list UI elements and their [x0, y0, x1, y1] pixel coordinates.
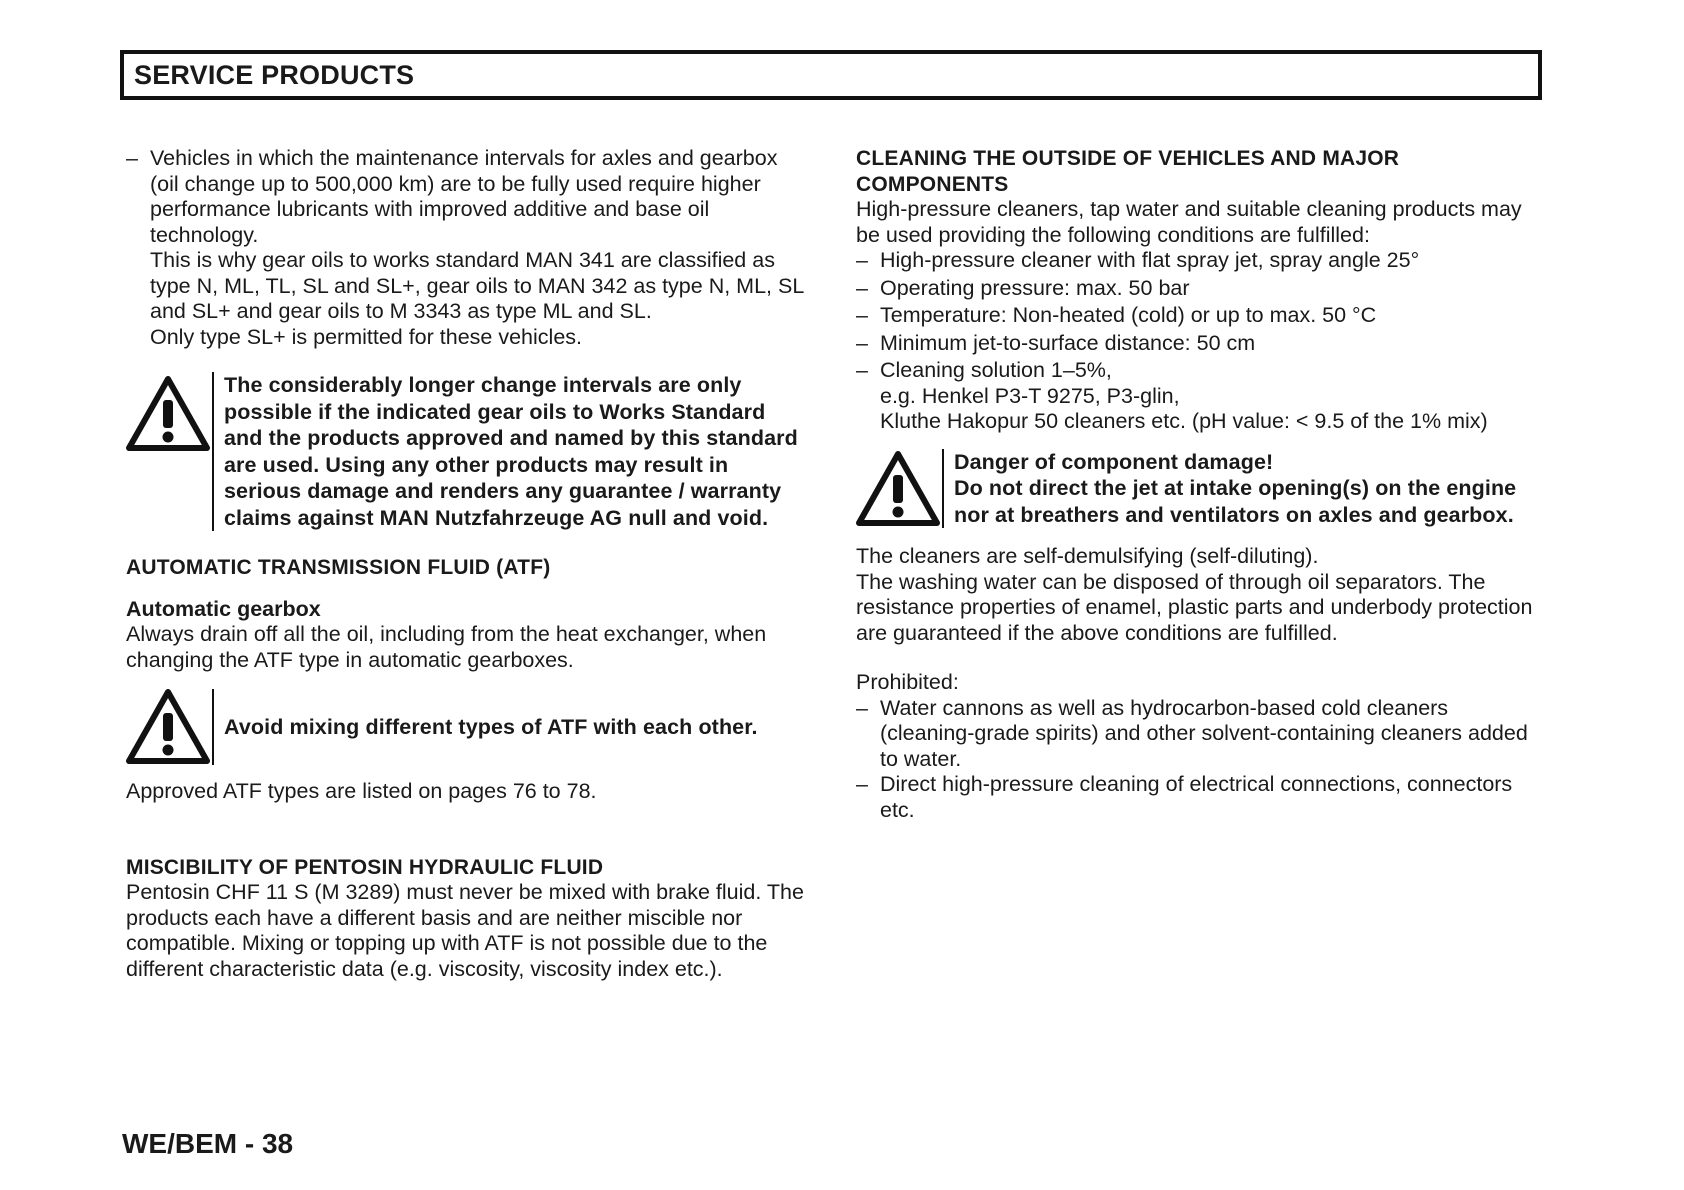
conditions-list — [856, 248, 1536, 435]
warning-triangle-icon — [126, 372, 212, 531]
list-item: – Minimum jet-to-surface distance: 50 cm — [856, 331, 1536, 357]
solution-line-3: Kluthe Hakopur 50 cleaners etc. (pH value: < 9.5 of the 1% mix) — [880, 409, 1488, 433]
after-text-1: The cleaners are self-demulsifying (self-diluting). — [856, 544, 1319, 568]
warning-block-atf — [126, 689, 806, 765]
cleaning-intro: High-pressure cleaners, tap water and suitable cleaning products may be used providing the following conditions are fulfilled: — [856, 197, 1522, 247]
warning-text — [942, 449, 1536, 529]
warning-text: The considerably longer change intervals are only possible if the indicated gear oils to Works Standard and the products approved and named by this standard are used. Using any other products may result in serious damage and renders any guarantee / warranty claims against MAN Nutzfahrzeuge AG null and void. — [212, 372, 806, 531]
page-title: SERVICE PRODUCTS — [134, 59, 415, 90]
cleaning-heading: CLEANING THE OUTSIDE OF VEHICLES AND MAJOR COMPONENTS — [856, 147, 1400, 196]
warning-block-gear-oils — [126, 372, 806, 531]
pentosin-heading: MISCIBILITY OF PENTOSIN HYDRAULIC FLUID — [126, 855, 604, 879]
intro-list — [126, 146, 806, 350]
list-item: – Direct high-pressure cleaning of electrical connections, connectors etc. — [856, 772, 1536, 823]
warning-text: Avoid mixing different types of ATF with each other. — [212, 689, 758, 765]
atf-approved-text: Approved ATF types are listed on pages 76 to 78. — [126, 779, 597, 803]
warning-line-2: Do not direct the jet at intake opening(s) on the engine nor at breathers and ventilators on axles and gearbox. — [954, 476, 1517, 527]
atf-subheading: Automatic gearbox — [126, 596, 321, 621]
list-item: – Water cannons as well as hydrocarbon-based cold cleaners (cleaning-grade spirits) and other solvent-containing cleaners added to water. — [856, 696, 1536, 773]
after-text-2: The washing water can be disposed of through oil separators. The resistance properties of enamel, plastic parts and underbody protection are guaranteed if the above conditions are fulfilled. — [856, 569, 1533, 645]
intro-paragraph-1: – Vehicles in which the maintenance intervals for axles and gearbox (oil change up to 500,000 km) are to be fully used require higher performance lubricants with improved additive and base oil technology. — [150, 146, 778, 247]
intro-paragraph-2: This is why gear oils to works standard MAN 341 are classified as type N, ML, TL, SL and SL+, gear oils to MAN 342 as type N, ML, SL and SL+ and gear oils to M 3343 as type ML and SL. — [150, 248, 804, 323]
list-item — [126, 146, 806, 350]
section-header — [120, 50, 1542, 100]
page-number-label: WE/BEM - 38 — [122, 1128, 294, 1159]
atf-heading: AUTOMATIC TRANSMISSION FLUID (ATF) — [126, 556, 551, 579]
solution-line-2: e.g. Henkel P3-T 9275, P3-glin, — [880, 383, 1180, 408]
warning-line-1: Danger of component damage! — [954, 449, 1274, 474]
list-item — [856, 358, 1536, 435]
list-item: – High-pressure cleaner with flat spray jet, spray angle 25° — [856, 248, 1536, 274]
prohibited-label: Prohibited: — [856, 670, 959, 694]
solution-line-1: – Cleaning solution 1–5%, — [880, 358, 1112, 382]
warning-triangle-icon — [126, 689, 212, 765]
warning-block-component-damage — [856, 449, 1536, 529]
intro-paragraph-3: Only type SL+ is permitted for these vehicles. — [150, 324, 582, 349]
pentosin-text: Pentosin CHF 11 S (M 3289) must never be mixed with brake fluid. The products each have a different basis and are neither miscible nor compatible. Mixing or topping up with ATF is not possible due to the different characteristic data (e.g. viscosity, viscosity index etc.). — [126, 880, 804, 981]
right-column — [856, 146, 1536, 823]
atf-text: Always drain off all the oil, including from the heat exchanger, when changing the ATF type in automatic gearboxes. — [126, 622, 767, 672]
list-item: – Operating pressure: max. 50 bar — [856, 276, 1536, 302]
list-item: – Temperature: Non-heated (cold) or up to max. 50 °C — [856, 303, 1536, 329]
left-column — [126, 146, 806, 982]
prohibited-list — [856, 696, 1536, 824]
warning-triangle-icon — [856, 449, 942, 529]
